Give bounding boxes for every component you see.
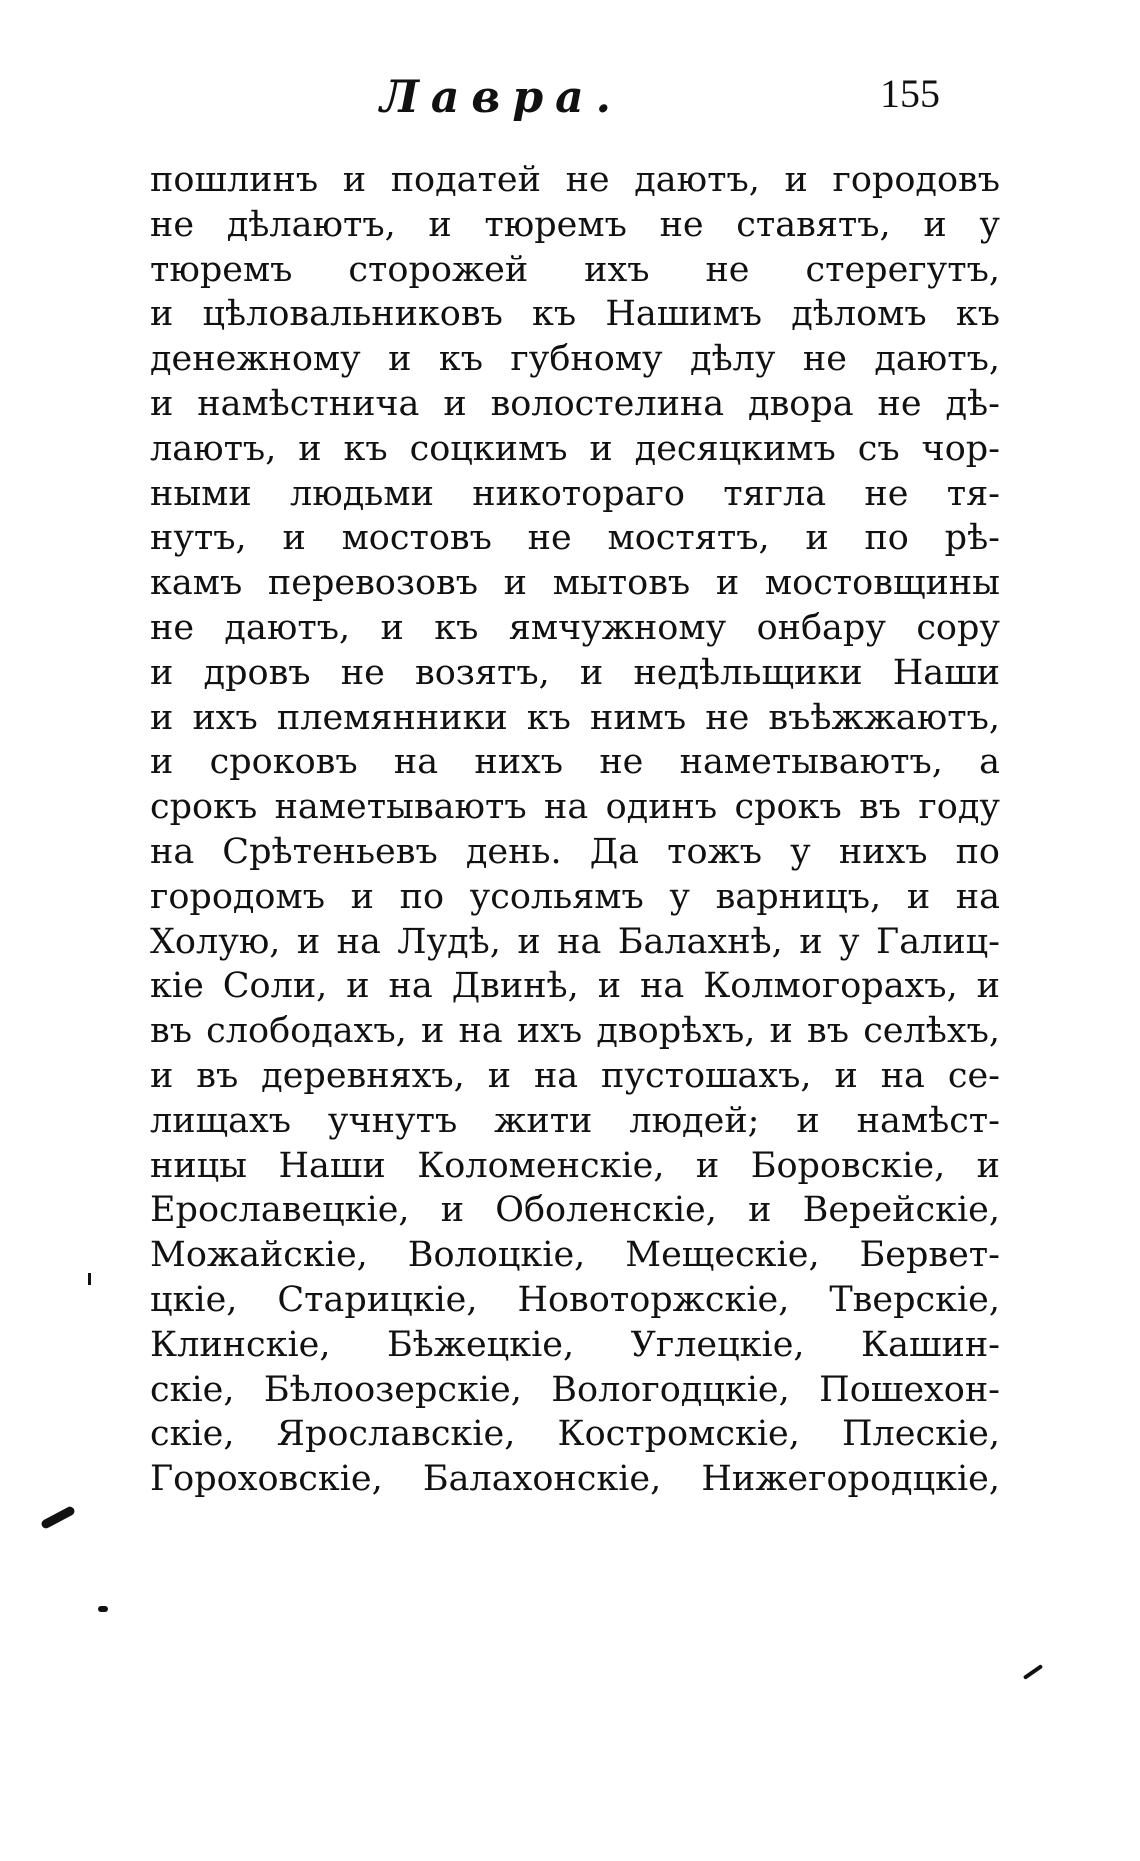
ink-tick-mark-right [1023,1664,1043,1680]
running-title: Лавра. [380,72,623,123]
text-line-20: въ слободахъ, и на ихъ дворѣхъ, и въ селѣхъ, [150,1011,1000,1052]
text-line-5: денежному и къ губному дѣлу не даютъ, [150,339,1000,380]
text-line-8: ными людьми никотораго тягла не тя- [150,473,1000,514]
text-line-10: камъ перевозовъ и мытовъ и мостовщины [150,563,1000,604]
text-line-13: и ихъ племянники къ нимъ не въѣжжаютъ, [150,697,1000,738]
text-line-1: пошлинъ и податей не даютъ, и городовъ [150,160,1000,200]
text-line-4: и цѣловальниковъ къ Нашимъ дѣломъ къ [150,294,1000,335]
text-line-7: лаютъ, и къ соцкимъ и десяцкимъ съ чор- [150,428,1000,469]
text-line-12: и дровъ не возятъ, и недѣльщики Наши [150,652,1000,693]
text-line-19: кіе Соли, и на Двинѣ, и на Колмогорахъ, и [150,966,1000,1007]
text-line-18: Холую, и на Лудѣ, и на Балахнѣ, и у Галиц- [150,921,1000,962]
ink-dot-mark [98,1606,108,1612]
text-line-27: Клинскіе, Бѣжецкіе, Углецкіе, Кашин- [150,1324,1000,1365]
text-line-23: ницы Наши Коломенскіе, и Боровскіе, и [150,1145,1000,1186]
text-line-11: не даютъ, и къ ямчужному онбару сору [150,607,1000,648]
text-line-21: и въ деревняхъ, и на пустошахъ, и на се- [150,1055,1000,1096]
text-line-24: Ерославецкіе, и Оболенскіе, и Верейскіе, [150,1190,1000,1231]
body-text [150,158,1000,1502]
text-line-30: Гороховскіе, Балахонскіе, Нижегородцкіе, [150,1459,1000,1500]
text-line-25: Можайскіе, Волоцкіе, Мещескіе, Бервет- [150,1235,1000,1276]
text-line-2: не дѣлаютъ, и тюремъ не ставятъ, и у [150,204,1000,245]
text-line-16: на Срѣтеньевъ день. Да тожъ у нихъ по [150,831,1000,872]
text-line-17: городомъ и по усольямъ у варницъ, и на [150,876,1000,917]
text-line-14: и сроковъ на нихъ не наметываютъ, а [150,742,1000,783]
text-line-22: лищахъ учнутъ жити людей; и намѣст- [150,1100,1000,1141]
ink-tick-mark-left [88,1273,91,1285]
page-number: 155 [880,71,940,116]
text-line-3: тюремъ сторожей ихъ не стерегутъ, [150,249,1000,290]
text-line-15: срокъ наметываютъ на одинъ срокъ въ году [150,787,1000,828]
text-line-29: скіе, Ярославскіе, Костромскіе, Плескіе, [150,1414,1000,1455]
text-line-9: нутъ, и мостовъ не мостятъ, и по рѣ- [150,518,1000,559]
text-line-6: и намѣстнича и волостелина двора не дѣ- [150,383,1000,424]
text-line-28: скіе, Бѣлоозерскіе, Вологодцкіе, Пошехон- [150,1369,1000,1410]
ink-stroke-mark [40,1505,76,1530]
text-line-26: цкіе, Старицкіе, Новоторжскіе, Тверскіе, [150,1279,1000,1320]
